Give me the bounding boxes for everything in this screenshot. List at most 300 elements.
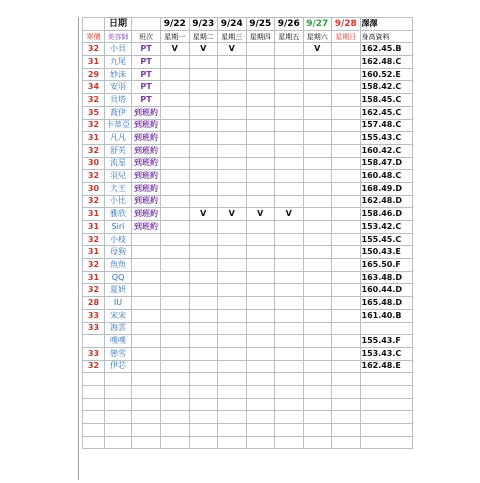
day-mark-cell[interactable]	[332, 322, 361, 335]
day-mark-cell[interactable]	[246, 43, 275, 56]
beautician-name-cell[interactable]: 小枝	[105, 233, 132, 246]
day-mark-cell[interactable]	[303, 68, 332, 81]
height-data-cell[interactable]: 165.48.D	[360, 297, 412, 310]
day-mark-cell[interactable]	[246, 106, 275, 119]
empty-cell[interactable]	[132, 385, 161, 398]
shift-cell[interactable]: PT	[132, 43, 161, 56]
empty-cell[interactable]	[246, 373, 275, 386]
day-mark-cell[interactable]	[218, 170, 247, 183]
day-mark-cell[interactable]	[303, 208, 332, 221]
day-mark-cell[interactable]	[275, 157, 304, 170]
day-mark-cell[interactable]	[275, 246, 304, 259]
day-mark-cell[interactable]	[275, 119, 304, 132]
day-mark-cell[interactable]	[246, 56, 275, 69]
height-data-cell[interactable]: 162.45.B	[360, 43, 412, 56]
height-data-cell[interactable]: 168.49.D	[360, 182, 412, 195]
day-mark-cell[interactable]	[246, 157, 275, 170]
day-mark-cell[interactable]	[332, 221, 361, 234]
height-data-cell[interactable]: 160.44.D	[360, 284, 412, 297]
empty-cell[interactable]	[189, 398, 218, 411]
day-mark-cell[interactable]	[332, 182, 361, 195]
day-mark-cell[interactable]	[161, 195, 190, 208]
day-mark-cell[interactable]	[189, 132, 218, 145]
day-mark-cell[interactable]	[275, 297, 304, 310]
beautician-name-cell[interactable]: 安羽	[105, 81, 132, 94]
day-mark-cell[interactable]	[332, 119, 361, 132]
height-data-cell[interactable]: 150.43.E	[360, 246, 412, 259]
day-mark-cell[interactable]	[161, 246, 190, 259]
day-mark-cell[interactable]	[218, 68, 247, 81]
empty-cell[interactable]	[189, 424, 218, 437]
day-mark-cell[interactable]	[303, 182, 332, 195]
day-mark-cell[interactable]	[303, 284, 332, 297]
day-mark-cell[interactable]	[246, 360, 275, 373]
empty-cell[interactable]	[360, 436, 412, 449]
day-mark-cell[interactable]: V	[218, 208, 247, 221]
empty-cell[interactable]	[332, 373, 361, 386]
empty-cell[interactable]	[303, 411, 332, 424]
price-cell[interactable]: 33	[83, 309, 105, 322]
price-cell[interactable]: 35	[83, 106, 105, 119]
day-mark-cell[interactable]	[303, 106, 332, 119]
day-mark-cell[interactable]	[218, 335, 247, 348]
day-mark-cell[interactable]	[218, 119, 247, 132]
day-mark-cell[interactable]	[303, 170, 332, 183]
day-mark-cell[interactable]	[161, 170, 190, 183]
day-mark-cell[interactable]	[218, 221, 247, 234]
price-cell[interactable]: 34	[83, 81, 105, 94]
day-mark-cell[interactable]	[218, 360, 247, 373]
beautician-name-cell[interactable]: 伊芯	[105, 360, 132, 373]
day-mark-cell[interactable]	[218, 271, 247, 284]
price-cell[interactable]: 31	[83, 208, 105, 221]
price-cell[interactable]: 32	[83, 233, 105, 246]
shift-cell[interactable]: PT	[132, 94, 161, 107]
empty-cell[interactable]	[161, 398, 190, 411]
empty-cell[interactable]	[83, 436, 105, 449]
day-mark-cell[interactable]	[275, 360, 304, 373]
height-data-cell[interactable]: 162.48.E	[360, 360, 412, 373]
day-mark-cell[interactable]	[218, 94, 247, 107]
day-mark-cell[interactable]	[189, 309, 218, 322]
day-mark-cell[interactable]	[332, 144, 361, 157]
day-mark-cell[interactable]	[332, 347, 361, 360]
shift-cell[interactable]	[132, 259, 161, 272]
price-cell[interactable]: 32	[83, 170, 105, 183]
beautician-name-cell[interactable]: 妙沫	[105, 68, 132, 81]
empty-cell[interactable]	[105, 411, 132, 424]
day-mark-cell[interactable]	[189, 157, 218, 170]
beautician-name-cell[interactable]: QQ	[105, 271, 132, 284]
day-mark-cell[interactable]	[246, 81, 275, 94]
day-mark-cell[interactable]	[303, 56, 332, 69]
day-mark-cell[interactable]	[189, 94, 218, 107]
empty-cell[interactable]	[161, 385, 190, 398]
shift-cell[interactable]: 到班約	[132, 221, 161, 234]
shift-cell[interactable]	[132, 297, 161, 310]
day-mark-cell[interactable]	[303, 233, 332, 246]
day-mark-cell[interactable]	[218, 233, 247, 246]
day-mark-cell[interactable]	[218, 106, 247, 119]
shift-cell[interactable]	[132, 322, 161, 335]
day-mark-cell[interactable]	[189, 297, 218, 310]
header-date-cell[interactable]: 9/26	[275, 18, 304, 31]
day-mark-cell[interactable]	[189, 170, 218, 183]
day-mark-cell[interactable]	[189, 347, 218, 360]
day-mark-cell[interactable]	[161, 233, 190, 246]
day-mark-cell[interactable]	[275, 259, 304, 272]
empty-cell[interactable]	[246, 385, 275, 398]
empty-cell[interactable]	[275, 424, 304, 437]
shift-cell[interactable]: PT	[132, 68, 161, 81]
day-mark-cell[interactable]: V	[275, 208, 304, 221]
height-data-cell[interactable]	[360, 322, 412, 335]
shift-cell[interactable]: 到班約	[132, 132, 161, 145]
day-mark-cell[interactable]	[189, 271, 218, 284]
shift-cell[interactable]: 到班約	[132, 170, 161, 183]
price-cell[interactable]: 32	[83, 119, 105, 132]
empty-cell[interactable]	[275, 436, 304, 449]
day-mark-cell[interactable]	[332, 297, 361, 310]
shift-cell[interactable]	[132, 284, 161, 297]
empty-cell[interactable]	[303, 373, 332, 386]
price-cell[interactable]	[83, 335, 105, 348]
day-mark-cell[interactable]	[332, 68, 361, 81]
empty-cell[interactable]	[218, 424, 247, 437]
empty-cell[interactable]	[83, 411, 105, 424]
day-mark-cell[interactable]	[246, 284, 275, 297]
day-mark-cell[interactable]	[218, 297, 247, 310]
beautician-name-cell[interactable]: 大王	[105, 182, 132, 195]
day-mark-cell[interactable]	[332, 157, 361, 170]
day-mark-cell[interactable]	[332, 259, 361, 272]
beautician-name-cell[interactable]: 喬伊	[105, 106, 132, 119]
empty-cell[interactable]	[83, 373, 105, 386]
beautician-name-cell[interactable]: 舒芙	[105, 144, 132, 157]
day-mark-cell[interactable]	[189, 259, 218, 272]
empty-cell[interactable]	[132, 436, 161, 449]
price-cell[interactable]: 32	[83, 259, 105, 272]
day-mark-cell[interactable]	[161, 360, 190, 373]
day-mark-cell[interactable]	[189, 221, 218, 234]
price-cell[interactable]: 28	[83, 297, 105, 310]
day-mark-cell[interactable]	[246, 246, 275, 259]
day-mark-cell[interactable]	[332, 81, 361, 94]
day-mark-cell[interactable]	[303, 119, 332, 132]
day-mark-cell[interactable]	[246, 271, 275, 284]
shift-cell[interactable]: 到班約	[132, 106, 161, 119]
day-mark-cell[interactable]	[303, 246, 332, 259]
day-mark-cell[interactable]	[218, 144, 247, 157]
day-mark-cell[interactable]	[275, 68, 304, 81]
shift-cell[interactable]: 到班約	[132, 119, 161, 132]
height-data-cell[interactable]: 158.42.C	[360, 81, 412, 94]
day-mark-cell[interactable]	[161, 182, 190, 195]
height-data-cell[interactable]: 160.52.E	[360, 68, 412, 81]
day-mark-cell[interactable]	[303, 221, 332, 234]
day-mark-cell[interactable]	[161, 284, 190, 297]
day-mark-cell[interactable]	[161, 81, 190, 94]
height-data-cell[interactable]: 165.50.F	[360, 259, 412, 272]
height-data-cell[interactable]: 162.45.C	[360, 106, 412, 119]
price-cell[interactable]: 32	[83, 144, 105, 157]
day-mark-cell[interactable]: V	[303, 43, 332, 56]
beautician-name-cell[interactable]: 母狗	[105, 246, 132, 259]
day-mark-cell[interactable]	[332, 106, 361, 119]
empty-cell[interactable]	[189, 436, 218, 449]
shift-cell[interactable]	[132, 233, 161, 246]
price-cell[interactable]: 32	[83, 284, 105, 297]
empty-cell[interactable]	[189, 411, 218, 424]
header-date-cell[interactable]: 9/28	[332, 18, 361, 31]
day-mark-cell[interactable]	[189, 233, 218, 246]
day-mark-cell[interactable]	[189, 322, 218, 335]
day-mark-cell[interactable]	[275, 182, 304, 195]
beautician-name-cell[interactable]: 九尾	[105, 56, 132, 69]
day-mark-cell[interactable]	[332, 208, 361, 221]
day-mark-cell[interactable]	[332, 132, 361, 145]
beautician-name-cell[interactable]: 凡凡	[105, 132, 132, 145]
empty-cell[interactable]	[303, 424, 332, 437]
day-mark-cell[interactable]	[246, 233, 275, 246]
day-mark-cell[interactable]	[275, 81, 304, 94]
day-mark-cell[interactable]	[332, 335, 361, 348]
header-date-cell[interactable]: 9/25	[246, 18, 275, 31]
day-mark-cell[interactable]	[303, 297, 332, 310]
day-mark-cell[interactable]	[275, 94, 304, 107]
day-mark-cell[interactable]	[189, 335, 218, 348]
price-cell[interactable]: 30	[83, 182, 105, 195]
beautician-name-cell[interactable]: 小比	[105, 195, 132, 208]
empty-cell[interactable]	[132, 373, 161, 386]
day-mark-cell[interactable]	[189, 119, 218, 132]
day-mark-cell[interactable]	[246, 309, 275, 322]
height-data-cell[interactable]: 163.48.D	[360, 271, 412, 284]
empty-cell[interactable]	[105, 373, 132, 386]
day-mark-cell[interactable]	[161, 309, 190, 322]
shift-cell[interactable]	[132, 360, 161, 373]
height-data-cell[interactable]: 158.46.D	[360, 208, 412, 221]
empty-cell[interactable]	[161, 424, 190, 437]
day-mark-cell[interactable]	[218, 195, 247, 208]
day-mark-cell[interactable]	[218, 132, 247, 145]
day-mark-cell[interactable]: V	[246, 208, 275, 221]
price-cell[interactable]: 32	[83, 360, 105, 373]
shift-cell[interactable]: 到班約	[132, 182, 161, 195]
day-mark-cell[interactable]	[218, 157, 247, 170]
day-mark-cell[interactable]	[218, 56, 247, 69]
empty-cell[interactable]	[275, 385, 304, 398]
empty-cell[interactable]	[360, 411, 412, 424]
height-data-cell[interactable]: 153.42.C	[360, 221, 412, 234]
price-cell[interactable]: 31	[83, 132, 105, 145]
empty-cell[interactable]	[189, 373, 218, 386]
beautician-name-cell[interactable]: Siri	[105, 221, 132, 234]
day-mark-cell[interactable]	[275, 271, 304, 284]
empty-cell[interactable]	[105, 385, 132, 398]
empty-cell[interactable]	[360, 385, 412, 398]
day-mark-cell[interactable]	[246, 68, 275, 81]
price-cell[interactable]: 32	[83, 94, 105, 107]
empty-cell[interactable]	[83, 424, 105, 437]
beautician-name-cell[interactable]: 魚魚	[105, 259, 132, 272]
day-mark-cell[interactable]	[161, 322, 190, 335]
day-mark-cell[interactable]	[332, 170, 361, 183]
day-mark-cell[interactable]	[161, 56, 190, 69]
beautician-name-cell[interactable]: IU	[105, 297, 132, 310]
height-data-cell[interactable]: 158.47.D	[360, 157, 412, 170]
day-mark-cell[interactable]	[332, 309, 361, 322]
day-mark-cell[interactable]	[246, 195, 275, 208]
day-mark-cell[interactable]	[246, 144, 275, 157]
empty-cell[interactable]	[105, 398, 132, 411]
day-mark-cell[interactable]	[161, 157, 190, 170]
empty-cell[interactable]	[246, 398, 275, 411]
height-data-cell[interactable]: 158.45.C	[360, 94, 412, 107]
beautician-name-cell[interactable]: 噗噗	[105, 335, 132, 348]
height-data-cell[interactable]: 157.48.C	[360, 119, 412, 132]
day-mark-cell[interactable]	[161, 132, 190, 145]
shift-cell[interactable]	[132, 271, 161, 284]
height-data-cell[interactable]: 155.43.F	[360, 335, 412, 348]
shift-cell[interactable]	[132, 347, 161, 360]
day-mark-cell[interactable]	[303, 271, 332, 284]
day-mark-cell[interactable]	[218, 259, 247, 272]
day-mark-cell[interactable]	[303, 360, 332, 373]
price-cell[interactable]: 30	[83, 157, 105, 170]
empty-cell[interactable]	[303, 436, 332, 449]
header-date-cell[interactable]: 9/22	[161, 18, 190, 31]
empty-cell[interactable]	[161, 436, 190, 449]
height-data-cell[interactable]: 153.43.C	[360, 347, 412, 360]
height-data-cell[interactable]: 155.45.C	[360, 233, 412, 246]
day-mark-cell[interactable]	[246, 119, 275, 132]
empty-cell[interactable]	[332, 436, 361, 449]
empty-cell[interactable]	[246, 411, 275, 424]
header-date-cell[interactable]: 9/23	[189, 18, 218, 31]
shift-cell[interactable]: 到班約	[132, 195, 161, 208]
empty-cell[interactable]	[218, 398, 247, 411]
day-mark-cell[interactable]	[246, 221, 275, 234]
day-mark-cell[interactable]	[161, 271, 190, 284]
empty-cell[interactable]	[161, 411, 190, 424]
empty-cell[interactable]	[332, 385, 361, 398]
beautician-name-cell[interactable]: 貝塔	[105, 94, 132, 107]
day-mark-cell[interactable]	[332, 360, 361, 373]
shift-cell[interactable]: PT	[132, 56, 161, 69]
day-mark-cell[interactable]	[332, 43, 361, 56]
beautician-name-cell[interactable]: 夏妍	[105, 284, 132, 297]
day-mark-cell[interactable]	[189, 56, 218, 69]
day-mark-cell[interactable]	[246, 94, 275, 107]
price-cell[interactable]: 33	[83, 322, 105, 335]
day-mark-cell[interactable]	[246, 297, 275, 310]
day-mark-cell[interactable]: V	[161, 43, 190, 56]
day-mark-cell[interactable]	[275, 56, 304, 69]
day-mark-cell[interactable]: V	[189, 208, 218, 221]
day-mark-cell[interactable]	[161, 106, 190, 119]
day-mark-cell[interactable]	[246, 170, 275, 183]
day-mark-cell[interactable]	[332, 233, 361, 246]
day-mark-cell[interactable]	[275, 132, 304, 145]
header-date-cell[interactable]: 9/27	[303, 18, 332, 31]
empty-cell[interactable]	[218, 385, 247, 398]
beautician-name-cell[interactable]: 流星	[105, 157, 132, 170]
day-mark-cell[interactable]	[161, 259, 190, 272]
day-mark-cell[interactable]	[189, 144, 218, 157]
day-mark-cell[interactable]	[189, 195, 218, 208]
empty-cell[interactable]	[246, 436, 275, 449]
day-mark-cell[interactable]	[161, 68, 190, 81]
empty-cell[interactable]	[105, 436, 132, 449]
day-mark-cell[interactable]	[189, 182, 218, 195]
beautician-name-cell[interactable]: 宋宋	[105, 309, 132, 322]
day-mark-cell[interactable]	[303, 132, 332, 145]
day-mark-cell[interactable]	[275, 106, 304, 119]
beautician-name-cell[interactable]: 海雲	[105, 322, 132, 335]
day-mark-cell[interactable]	[161, 94, 190, 107]
empty-cell[interactable]	[218, 411, 247, 424]
empty-cell[interactable]	[303, 385, 332, 398]
price-cell[interactable]: 33	[83, 347, 105, 360]
empty-cell[interactable]	[332, 411, 361, 424]
day-mark-cell[interactable]	[246, 259, 275, 272]
beautician-name-cell[interactable]: 小貝	[105, 43, 132, 56]
day-mark-cell[interactable]	[275, 233, 304, 246]
day-mark-cell[interactable]	[332, 94, 361, 107]
header-date-cell[interactable]: 9/24	[218, 18, 247, 31]
empty-cell[interactable]	[161, 373, 190, 386]
day-mark-cell[interactable]	[332, 246, 361, 259]
height-data-cell[interactable]: 161.40.B	[360, 309, 412, 322]
empty-cell[interactable]	[218, 436, 247, 449]
day-mark-cell[interactable]	[303, 322, 332, 335]
day-mark-cell[interactable]	[303, 309, 332, 322]
empty-cell[interactable]	[360, 424, 412, 437]
empty-cell[interactable]	[275, 398, 304, 411]
day-mark-cell[interactable]	[275, 144, 304, 157]
price-cell[interactable]: 29	[83, 68, 105, 81]
empty-cell[interactable]	[275, 373, 304, 386]
day-mark-cell[interactable]: V	[189, 43, 218, 56]
day-mark-cell[interactable]	[161, 208, 190, 221]
day-mark-cell[interactable]	[218, 284, 247, 297]
empty-cell[interactable]	[132, 424, 161, 437]
empty-cell[interactable]	[360, 398, 412, 411]
shift-cell[interactable]: 到班約	[132, 208, 161, 221]
price-cell[interactable]: 32	[83, 195, 105, 208]
day-mark-cell[interactable]	[332, 271, 361, 284]
empty-cell[interactable]	[246, 424, 275, 437]
day-mark-cell[interactable]: V	[218, 43, 247, 56]
day-mark-cell[interactable]	[246, 347, 275, 360]
day-mark-cell[interactable]	[303, 195, 332, 208]
day-mark-cell[interactable]	[189, 284, 218, 297]
day-mark-cell[interactable]	[332, 284, 361, 297]
day-mark-cell[interactable]	[189, 81, 218, 94]
day-mark-cell[interactable]	[161, 119, 190, 132]
day-mark-cell[interactable]	[218, 81, 247, 94]
day-mark-cell[interactable]	[275, 43, 304, 56]
day-mark-cell[interactable]	[189, 106, 218, 119]
beautician-name-cell[interactable]: 卡蒂亞	[105, 119, 132, 132]
height-data-cell[interactable]: 160.48.C	[360, 170, 412, 183]
day-mark-cell[interactable]	[303, 81, 332, 94]
day-mark-cell[interactable]	[189, 360, 218, 373]
day-mark-cell[interactable]	[246, 182, 275, 195]
price-cell[interactable]: 31	[83, 56, 105, 69]
empty-cell[interactable]	[332, 398, 361, 411]
